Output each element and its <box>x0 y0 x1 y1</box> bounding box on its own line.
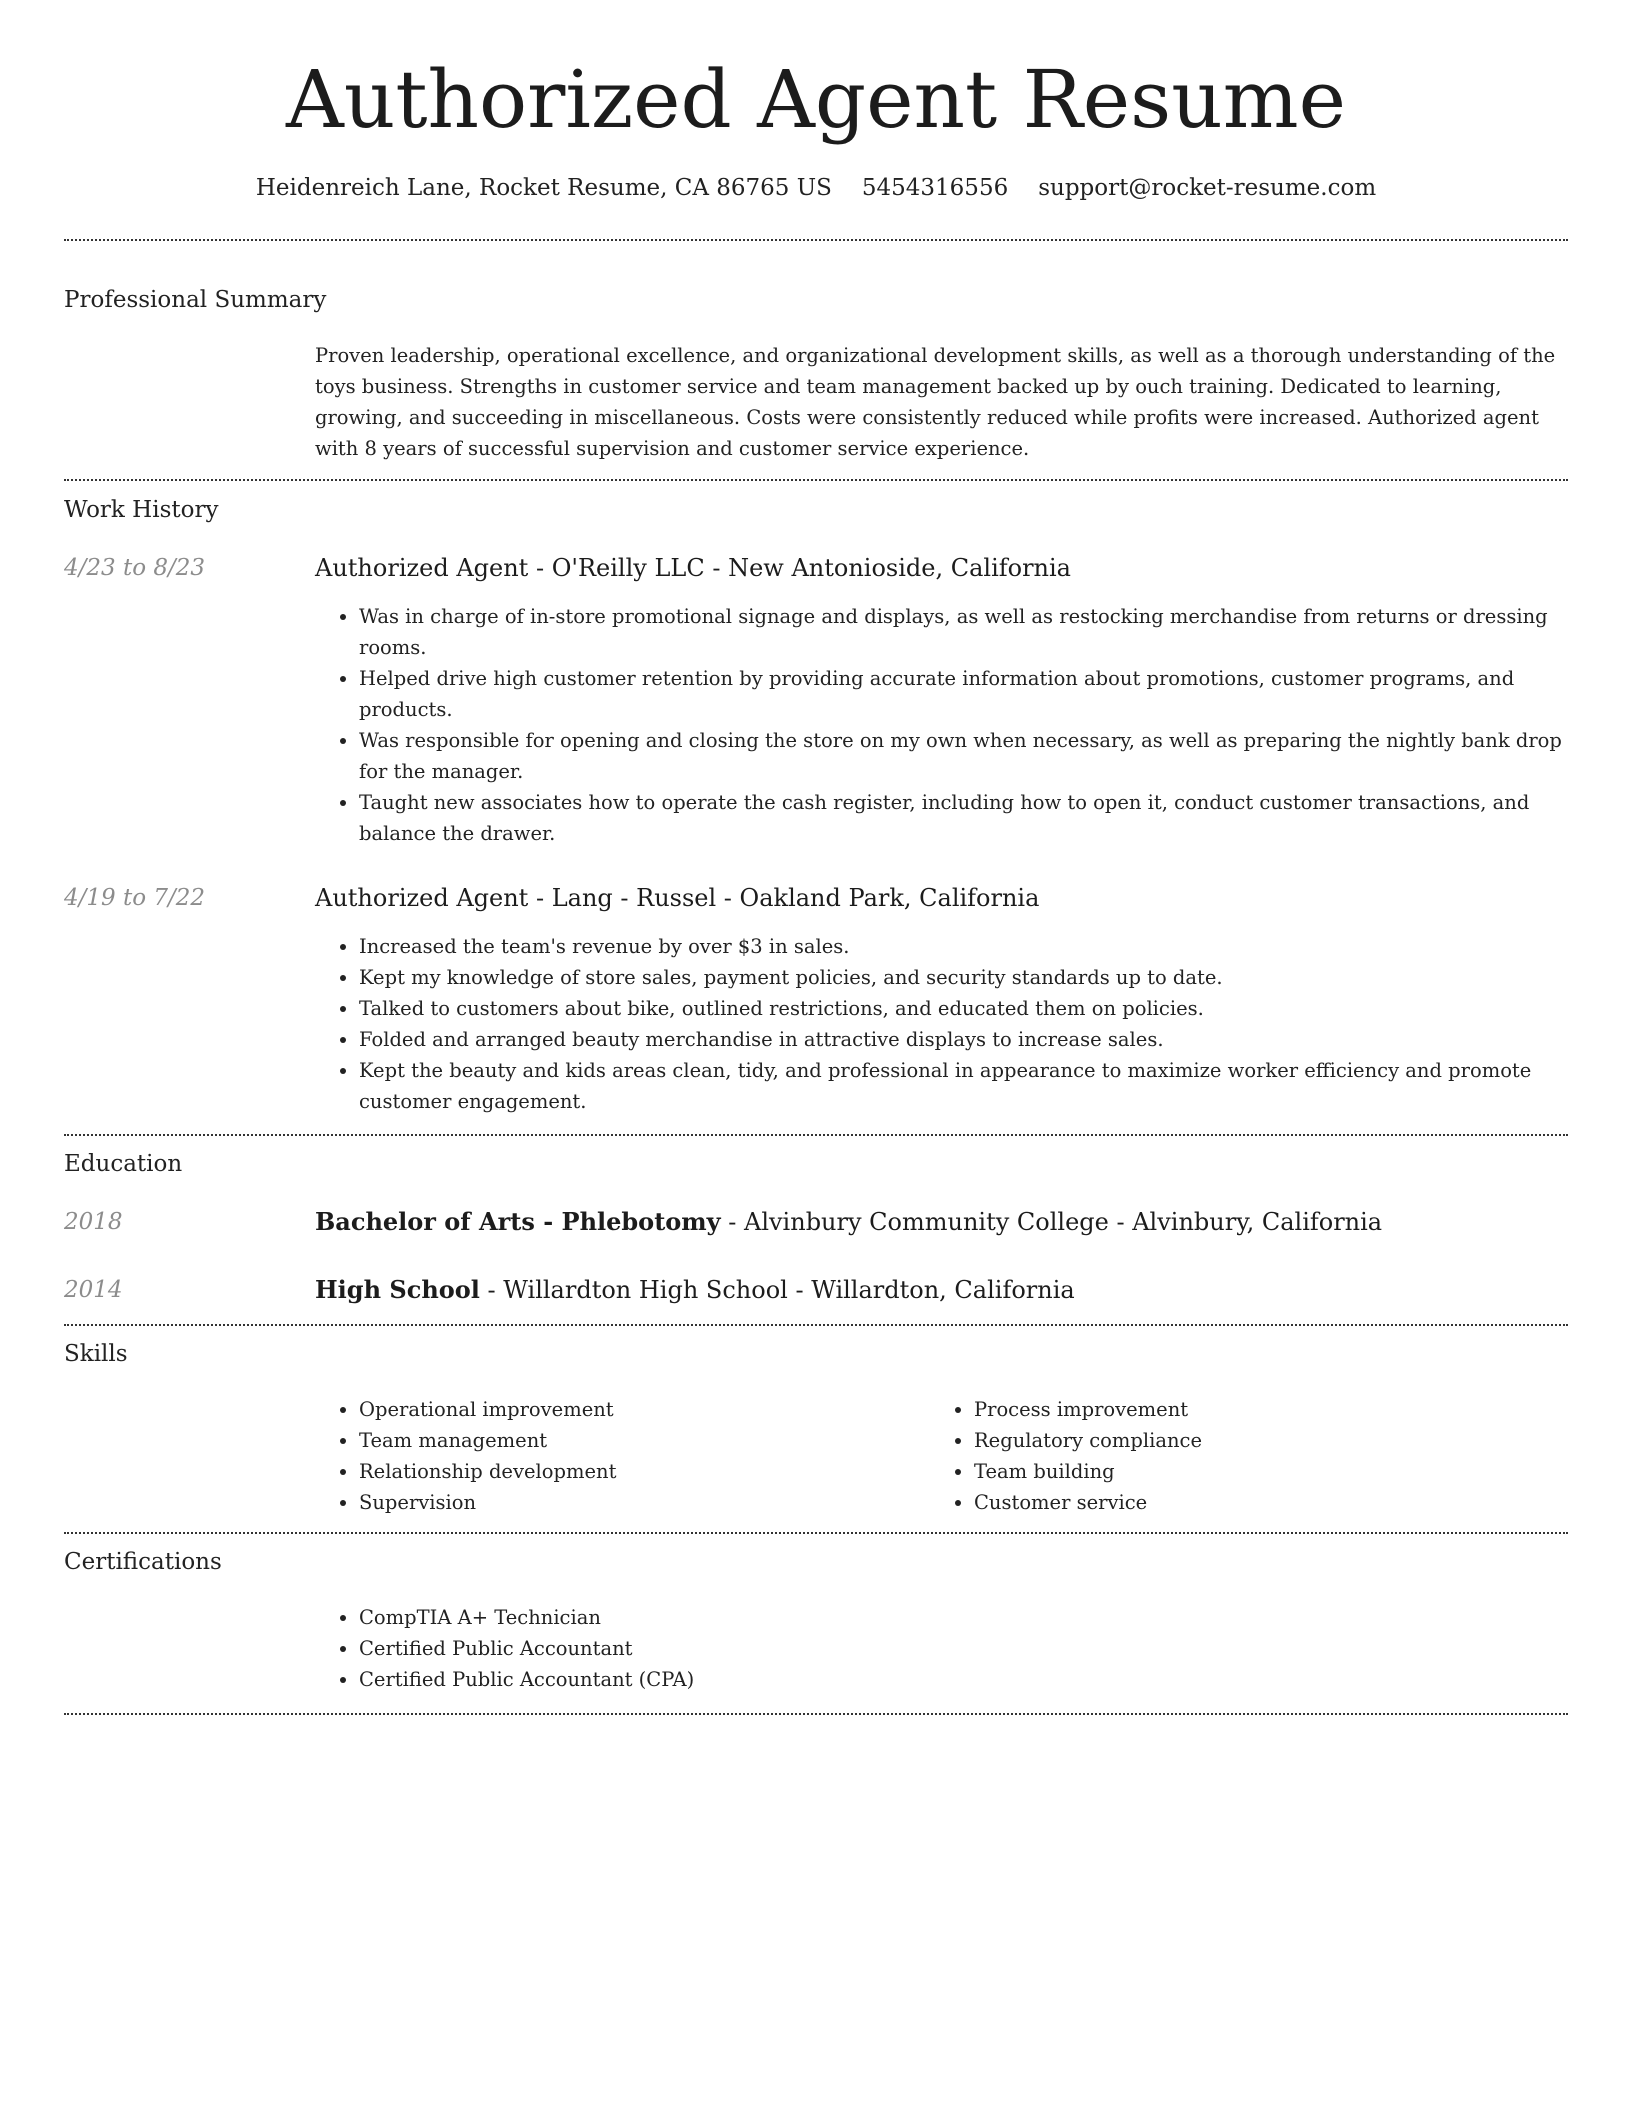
section-heading-education: Education <box>64 1151 183 1177</box>
divider <box>64 1324 1568 1326</box>
education-year: 2014 <box>64 1277 123 1303</box>
section-heading-work: Work History <box>64 497 219 523</box>
divider <box>64 1713 1568 1715</box>
list-item: • Process improvement <box>974 1394 1568 1425</box>
list-item: • Customer service <box>974 1487 1568 1518</box>
education-entry <box>315 1274 1568 1306</box>
job-dates: 4/23 to 8/23 <box>64 555 206 581</box>
education-school: - Willardton High School - Willardton, California <box>479 1276 1075 1304</box>
section-heading-skills: Skills <box>64 1341 128 1367</box>
education-entry <box>315 1206 1568 1238</box>
list-item: • Team building <box>974 1456 1568 1487</box>
certifications-list <box>315 1602 1568 1695</box>
list-item: • Folded and arranged beauty merchandise in attractive displays to increase sales. <box>359 1024 1568 1055</box>
list-item: • Certified Public Accountant (CPA) <box>359 1664 1568 1695</box>
divider <box>64 1532 1568 1534</box>
education-degree: Bachelor of Arts - Phlebotomy <box>315 1207 721 1236</box>
contact-phone: 5454316556 <box>861 175 1009 201</box>
list-item: • Helped drive high customer retention by providing accurate information about promotions, customer programs, and products. <box>359 663 1568 725</box>
list-item: • Regulatory compliance <box>974 1425 1568 1456</box>
job-title: Authorized Agent - O'Reilly LLC - New Antonioside, California <box>315 554 1071 582</box>
education-school: - Alvinbury Community College - Alvinbury, California <box>720 1208 1383 1236</box>
education-year: 2018 <box>64 1209 123 1235</box>
list-item: • Certified Public Accountant <box>359 1633 1568 1664</box>
list-item: • Supervision <box>359 1487 930 1518</box>
list-item: • Was in charge of in-store promotional signage and displays, as well as restocking merchandise from returns or dressing rooms. <box>359 601 1568 663</box>
list-item: • Team management <box>359 1425 930 1456</box>
list-item: • Talked to customers about bike, outlined restrictions, and educated them on policies. <box>359 993 1568 1024</box>
skills-list-left <box>315 1394 930 1518</box>
skills-list-right <box>930 1394 1568 1518</box>
list-item: • Operational improvement <box>359 1394 930 1425</box>
list-item: • Taught new associates how to operate the cash register, including how to open it, conduct customer transactions, and balance the drawer. <box>359 787 1568 849</box>
list-item: • Relationship development <box>359 1456 930 1487</box>
contact-line <box>64 172 1568 204</box>
contact-address: Heidenreich Lane, Rocket Resume, CA 86765 US <box>255 175 832 201</box>
contact-email[interactable]: support@rocket-resume.com <box>1038 175 1377 201</box>
list-item: • Kept the beauty and kids areas clean, tidy, and professional in appearance to maximize worker efficiency and promote customer engagement. <box>359 1055 1568 1117</box>
job-title: Authorized Agent - Lang - Russel - Oakland Park, California <box>315 884 1040 912</box>
resume-title: Authorized Agent Resume <box>286 53 1346 146</box>
divider <box>64 1134 1568 1136</box>
summary-text: Proven leadership, operational excellence, and organizational development skills, as well as a thorough understanding of the toys business. Strengths in customer service and team management backed up by ouch training. Dedicated to learning, growing, and succeeding in miscellaneous. Costs were consistently reduced while profits were increased. Authorized agent with 8 years of successful supervision and customer service experience. <box>315 344 1556 460</box>
job-bullets <box>315 931 1568 1117</box>
list-item: • CompTIA A+ Technician <box>359 1602 1568 1633</box>
education-degree: High School <box>315 1275 480 1304</box>
divider <box>64 479 1568 481</box>
list-item: • Kept my knowledge of store sales, payment policies, and security standards up to date. <box>359 962 1568 993</box>
list-item: • Was responsible for opening and closing the store on my own when necessary, as well as preparing the nightly bank drop for the manager. <box>359 725 1568 787</box>
section-heading-summary: Professional Summary <box>64 287 327 313</box>
divider <box>64 239 1568 241</box>
job-bullets <box>315 601 1568 849</box>
list-item: • Increased the team's revenue by over $3 in sales. <box>359 931 1568 962</box>
section-heading-certifications: Certifications <box>64 1549 222 1575</box>
job-dates: 4/19 to 7/22 <box>64 885 206 911</box>
